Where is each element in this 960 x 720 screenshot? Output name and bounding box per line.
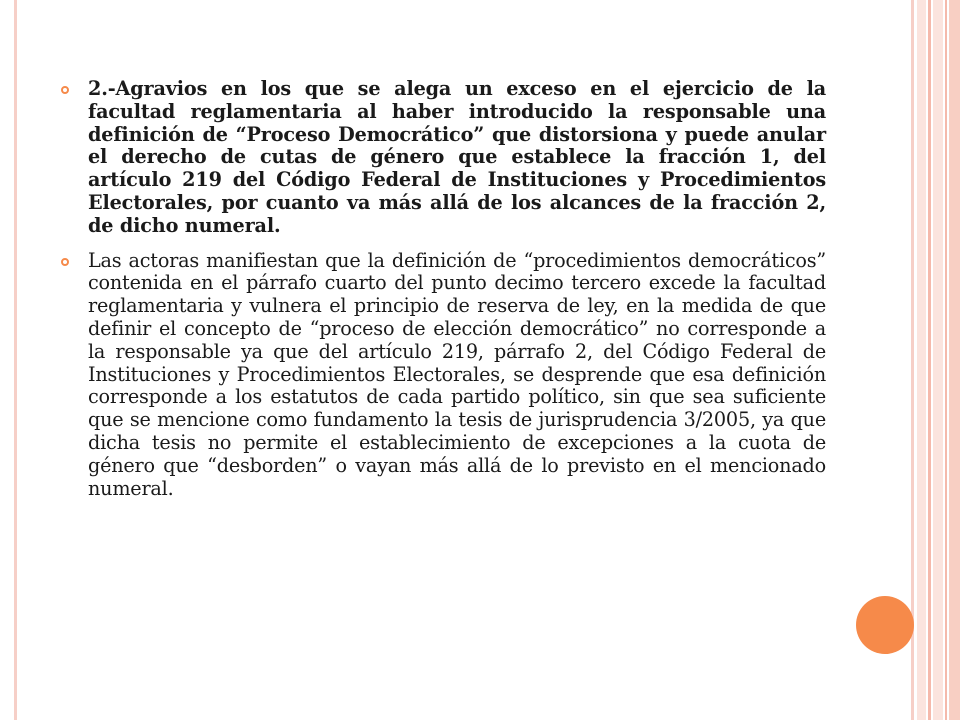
bullet-text: 2.-Agravios en los que se alega un exceso en el ejercicio de la facultad reglamentaria al haber introducido la responsable una definición de “Proceso Democrático” que distorsiona y puede anular el derecho de cutas de género que establece la fracción 1, del artículo 219 del Código Federal de Instituciones y Procedimientos Electorales, por cuanto va más allá de los alcances de la fracción 2, de dicho numeral. (88, 77, 826, 237)
bullet-icon (61, 86, 69, 94)
decorative-stripes (917, 0, 960, 720)
stripe (945, 0, 947, 720)
stripe (928, 0, 931, 720)
bullet-item (58, 78, 826, 238)
stripe (917, 0, 926, 720)
decorative-circle (856, 596, 914, 654)
bullet-text: Las actoras manifiestan que la definición de “procedimientos democráticos” contenida en el párrafo cuarto del punto decimo tercero excede la facultad reglamentaria y vulnera el principio de reserva de ley, en la medida de que definir el concepto de “proceso de elección democrático” no corresponde a la responsable ya que del artículo 219, párrafo 2, del Código Federal de Instituciones y Procedimientos Electorales, se desprende que esa definición corresponde a los estatutos de cada partido político, sin que sea suficiente que se mencione como fundamento la tesis de jurisprudencia 3/2005, ya que dicha tesis no permite el establecimiento de excepciones a la cuota de género que “desborden” o vayan más allá de lo previsto en el mencionado numeral. (88, 248, 826, 500)
bullet-icon (61, 258, 69, 266)
bullet-list (58, 78, 826, 500)
bullet-item (58, 250, 826, 501)
stripe (949, 0, 960, 720)
stripe (933, 0, 943, 720)
